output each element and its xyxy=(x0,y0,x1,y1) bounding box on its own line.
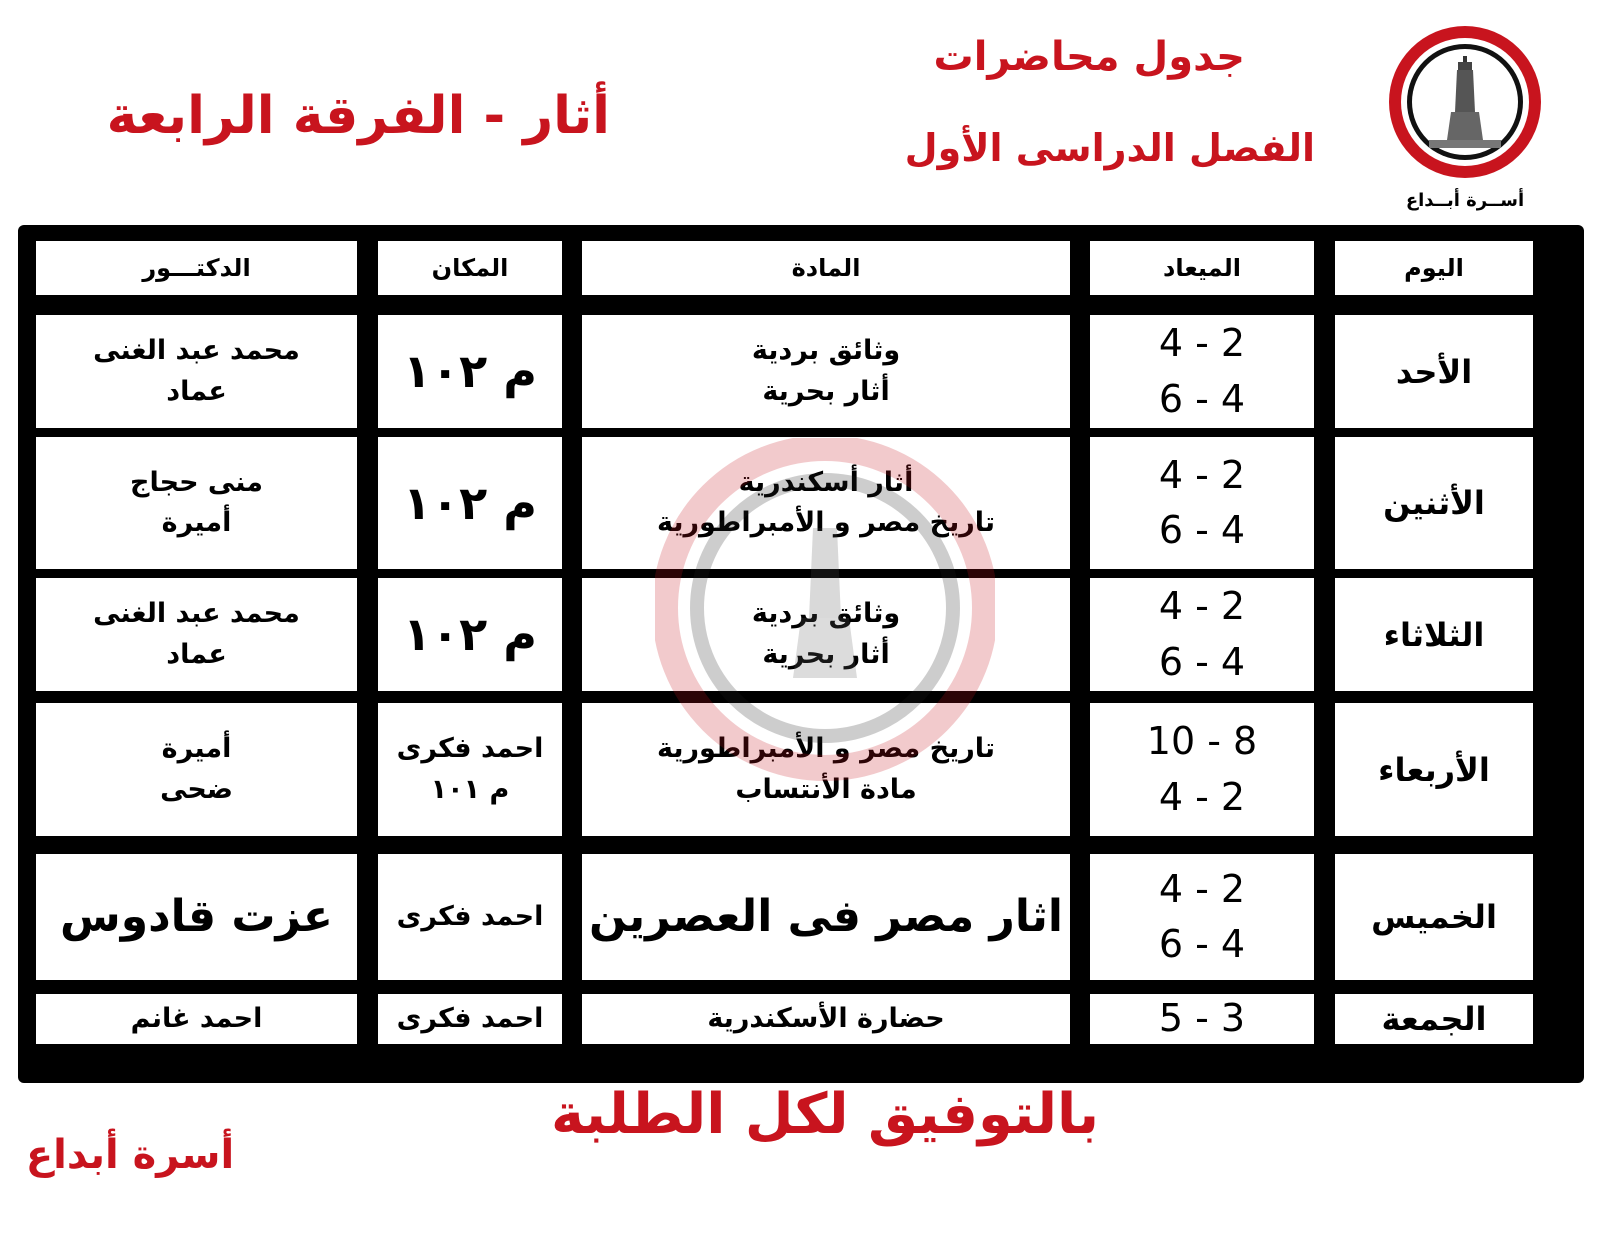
day-cell: الخميس xyxy=(1335,854,1533,980)
subject-cell: أثار أسكندرية تاريخ مصر و الأمبراطورية xyxy=(582,437,1070,569)
header-doctor: الدكتـــور xyxy=(36,241,357,295)
time-cell: 4 - 2 6 - 4 xyxy=(1090,315,1314,428)
place-cell: احمد فكرى م ١٠١ xyxy=(378,703,562,836)
family-signature: أسرة أبداع xyxy=(25,1132,235,1178)
header-subject: المادة xyxy=(582,241,1070,295)
time-cell: 5 - 3 xyxy=(1090,994,1314,1044)
time-cell: 10 - 8 4 - 2 xyxy=(1090,703,1314,836)
semester-title: الفصل الدراسى الأول xyxy=(904,126,1315,170)
time-cell: 4 - 2 6 - 4 xyxy=(1090,578,1314,691)
place-cell: احمد فكرى xyxy=(378,854,562,980)
place-cell: م ١٠٢ xyxy=(378,315,562,428)
day-cell: الجمعة xyxy=(1335,994,1533,1044)
place-cell: م ١٠٢ xyxy=(378,578,562,691)
day-cell: الأحد xyxy=(1335,315,1533,428)
good-luck-message: بالتوفيق لكل الطلبة xyxy=(550,1082,1100,1147)
place-cell: احمد فكرى xyxy=(378,994,562,1044)
subject-cell: حضارة الأسكندرية xyxy=(582,994,1070,1044)
subject-cell: وثائق بردية أثار بحرية xyxy=(582,578,1070,691)
doctor-cell: محمد عبد الغنى عماد xyxy=(36,315,357,428)
day-cell: الأربعاء xyxy=(1335,703,1533,836)
logo-caption: أســرة أبــداع xyxy=(1405,190,1525,211)
subject-cell: وثائق بردية أثار بحرية xyxy=(582,315,1070,428)
header-time: الميعاد xyxy=(1090,241,1314,295)
header-day: اليوم xyxy=(1335,241,1533,295)
doctor-cell: عزت قادوس xyxy=(36,854,357,980)
doctor-cell: أميرة ضحى xyxy=(36,703,357,836)
header-place: المكان xyxy=(378,241,562,295)
department-title: أثار - الفرقة الرابعة xyxy=(106,86,610,146)
doctor-cell: محمد عبد الغنى عماد xyxy=(36,578,357,691)
place-cell: م ١٠٢ xyxy=(378,437,562,569)
schedule-title: جدول محاضرات xyxy=(933,34,1245,80)
day-cell: الأثنين xyxy=(1335,437,1533,569)
time-cell: 4 - 2 6 - 4 xyxy=(1090,437,1314,569)
doctor-cell: احمد غانم xyxy=(36,994,357,1044)
day-cell: الثلاثاء xyxy=(1335,578,1533,691)
doctor-cell: منى حجاج أميرة xyxy=(36,437,357,569)
time-cell: 4 - 2 6 - 4 xyxy=(1090,854,1314,980)
lighthouse-emblem-icon xyxy=(1385,22,1545,212)
subject-cell: اثار مصر فى العصرين xyxy=(582,854,1070,980)
subject-cell: تاريخ مصر و الأمبراطورية مادة الأنتساب xyxy=(582,703,1070,836)
